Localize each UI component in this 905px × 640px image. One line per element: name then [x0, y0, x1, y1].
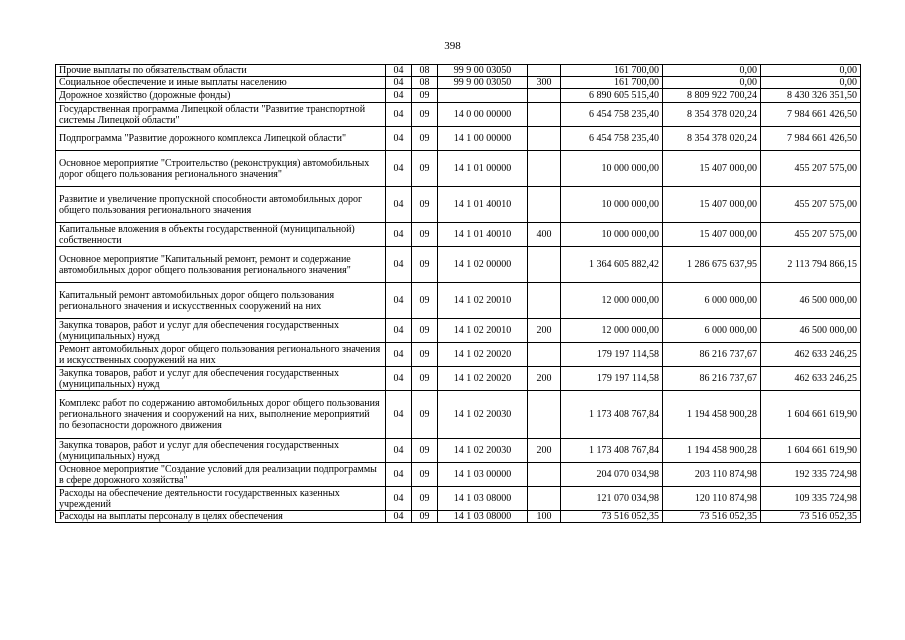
row-sum-year-2: 8 354 378 020,24 — [663, 103, 761, 127]
row-expense-type — [528, 89, 561, 103]
table-row — [56, 247, 861, 283]
row-sum-year-3: 46 500 000,00 — [761, 283, 861, 319]
row-section: 04 — [386, 103, 412, 127]
budget-table — [55, 64, 861, 523]
row-section: 04 — [386, 187, 412, 223]
row-expense-type: 400 — [528, 223, 561, 247]
row-name: Государственная программа Липецкой области "Развитие транспортной системы Липецкой области" — [56, 103, 386, 127]
row-section: 04 — [386, 439, 412, 463]
row-sum-year-2: 86 216 737,67 — [663, 367, 761, 391]
row-section: 04 — [386, 391, 412, 439]
row-sum-year-1: 1 173 408 767,84 — [561, 439, 663, 463]
row-section: 04 — [386, 463, 412, 487]
row-expense-type — [528, 391, 561, 439]
row-subsection: 09 — [412, 283, 438, 319]
row-target-article: 14 1 03 00000 — [438, 463, 528, 487]
row-target-article: 99 9 00 03050 — [438, 65, 528, 77]
table-row — [56, 77, 861, 89]
row-sum-year-3: 1 604 661 619,90 — [761, 391, 861, 439]
row-expense-type — [528, 343, 561, 367]
row-sum-year-2: 6 000 000,00 — [663, 283, 761, 319]
row-sum-year-3: 8 430 326 351,50 — [761, 89, 861, 103]
row-sum-year-2: 0,00 — [663, 77, 761, 89]
row-sum-year-2: 1 194 458 900,28 — [663, 391, 761, 439]
row-name: Социальное обеспечение и иные выплаты населению — [56, 77, 386, 89]
row-sum-year-1: 73 516 052,35 — [561, 511, 663, 523]
table-row — [56, 89, 861, 103]
row-subsection: 09 — [412, 391, 438, 439]
row-sum-year-2: 8 809 922 700,24 — [663, 89, 761, 103]
row-sum-year-3: 462 633 246,25 — [761, 367, 861, 391]
row-sum-year-2: 120 110 874,98 — [663, 487, 761, 511]
row-target-article: 14 1 02 20020 — [438, 343, 528, 367]
row-subsection: 08 — [412, 77, 438, 89]
table-row — [56, 283, 861, 319]
page-number: 398 — [444, 40, 461, 52]
row-name: Прочие выплаты по обязательствам области — [56, 65, 386, 77]
row-section: 04 — [386, 65, 412, 77]
row-section: 04 — [386, 223, 412, 247]
row-subsection: 09 — [412, 511, 438, 523]
row-sum-year-1: 10 000 000,00 — [561, 187, 663, 223]
row-sum-year-3: 455 207 575,00 — [761, 223, 861, 247]
row-subsection: 09 — [412, 367, 438, 391]
table-row — [56, 187, 861, 223]
row-target-article: 14 0 00 00000 — [438, 103, 528, 127]
row-target-article: 14 1 02 20020 — [438, 367, 528, 391]
row-name: Капитальные вложения в объекты государственной (муниципальной) собственности — [56, 223, 386, 247]
row-expense-type: 100 — [528, 511, 561, 523]
row-sum-year-3: 192 335 724,98 — [761, 463, 861, 487]
row-expense-type — [528, 151, 561, 187]
row-sum-year-1: 204 070 034,98 — [561, 463, 663, 487]
row-target-article: 99 9 00 03050 — [438, 77, 528, 89]
row-name: Дорожное хозяйство (дорожные фонды) — [56, 89, 386, 103]
table-row — [56, 127, 861, 151]
row-target-article: 14 1 00 00000 — [438, 127, 528, 151]
row-sum-year-1: 121 070 034,98 — [561, 487, 663, 511]
row-name: Капитальный ремонт автомобильных дорог общего пользования регионального значения и искусственных сооружений на них — [56, 283, 386, 319]
table-row — [56, 103, 861, 127]
row-name: Закупка товаров, работ и услуг для обеспечения государственных (муниципальных) нужд — [56, 319, 386, 343]
row-sum-year-3: 462 633 246,25 — [761, 343, 861, 367]
row-name: Закупка товаров, работ и услуг для обеспечения государственных (муниципальных) нужд — [56, 367, 386, 391]
row-subsection: 09 — [412, 103, 438, 127]
row-sum-year-2: 73 516 052,35 — [663, 511, 761, 523]
row-target-article: 14 1 03 08000 — [438, 487, 528, 511]
row-sum-year-3: 0,00 — [761, 65, 861, 77]
row-sum-year-2: 8 354 378 020,24 — [663, 127, 761, 151]
row-sum-year-1: 161 700,00 — [561, 77, 663, 89]
table-row — [56, 367, 861, 391]
row-sum-year-1: 6 454 758 235,40 — [561, 103, 663, 127]
row-expense-type — [528, 65, 561, 77]
row-sum-year-1: 10 000 000,00 — [561, 223, 663, 247]
row-expense-type: 200 — [528, 439, 561, 463]
row-target-article: 14 1 01 00000 — [438, 151, 528, 187]
row-expense-type — [528, 463, 561, 487]
row-expense-type — [528, 103, 561, 127]
row-name: Основное мероприятие "Создание условий для реализации подпрограммы в сфере дорожного хозяйства" — [56, 463, 386, 487]
row-sum-year-1: 179 197 114,58 — [561, 367, 663, 391]
table-row — [56, 439, 861, 463]
row-sum-year-2: 15 407 000,00 — [663, 187, 761, 223]
row-subsection: 09 — [412, 223, 438, 247]
row-name: Подпрограмма "Развитие дорожного комплекса Липецкой области" — [56, 127, 386, 151]
row-expense-type: 200 — [528, 319, 561, 343]
row-name: Комплекс работ по содержанию автомобильных дорог общего пользования регионального значения и сооружений на них, выполнение мероприятий по безопасности дорожного движения — [56, 391, 386, 439]
row-subsection: 09 — [412, 247, 438, 283]
row-sum-year-3: 2 113 794 866,15 — [761, 247, 861, 283]
table-row — [56, 319, 861, 343]
table-row — [56, 463, 861, 487]
table-row — [56, 65, 861, 77]
row-sum-year-3: 7 984 661 426,50 — [761, 103, 861, 127]
row-target-article: 14 1 02 20010 — [438, 283, 528, 319]
row-section: 04 — [386, 283, 412, 319]
row-subsection: 09 — [412, 187, 438, 223]
row-expense-type — [528, 283, 561, 319]
row-expense-type — [528, 127, 561, 151]
row-target-article — [438, 89, 528, 103]
row-sum-year-2: 86 216 737,67 — [663, 343, 761, 367]
row-sum-year-1: 6 454 758 235,40 — [561, 127, 663, 151]
row-target-article: 14 1 02 20030 — [438, 439, 528, 463]
row-name: Расходы на обеспечение деятельности государственных казенных учреждений — [56, 487, 386, 511]
row-expense-type: 300 — [528, 77, 561, 89]
row-sum-year-1: 12 000 000,00 — [561, 319, 663, 343]
row-sum-year-2: 0,00 — [663, 65, 761, 77]
row-sum-year-1: 12 000 000,00 — [561, 283, 663, 319]
row-sum-year-2: 6 000 000,00 — [663, 319, 761, 343]
row-sum-year-1: 161 700,00 — [561, 65, 663, 77]
table-row — [56, 391, 861, 439]
row-name: Развитие и увеличение пропускной способности автомобильных дорог общего пользования регионального значения — [56, 187, 386, 223]
row-target-article: 14 1 01 40010 — [438, 187, 528, 223]
row-target-article: 14 1 01 40010 — [438, 223, 528, 247]
row-subsection: 09 — [412, 89, 438, 103]
row-expense-type: 200 — [528, 367, 561, 391]
row-target-article: 14 1 02 20030 — [438, 391, 528, 439]
row-subsection: 09 — [412, 439, 438, 463]
row-sum-year-3: 73 516 052,35 — [761, 511, 861, 523]
table-row — [56, 511, 861, 523]
row-section: 04 — [386, 487, 412, 511]
row-section: 04 — [386, 127, 412, 151]
row-target-article: 14 1 03 08000 — [438, 511, 528, 523]
row-name: Закупка товаров, работ и услуг для обеспечения государственных (муниципальных) нужд — [56, 439, 386, 463]
row-sum-year-3: 455 207 575,00 — [761, 151, 861, 187]
row-sum-year-1: 1 173 408 767,84 — [561, 391, 663, 439]
row-sum-year-3: 109 335 724,98 — [761, 487, 861, 511]
row-target-article: 14 1 02 00000 — [438, 247, 528, 283]
row-sum-year-2: 15 407 000,00 — [663, 151, 761, 187]
row-sum-year-2: 1 194 458 900,28 — [663, 439, 761, 463]
row-section: 04 — [386, 151, 412, 187]
row-expense-type — [528, 187, 561, 223]
row-name: Расходы на выплаты персоналу в целях обеспечения — [56, 511, 386, 523]
row-subsection: 09 — [412, 343, 438, 367]
row-section: 04 — [386, 247, 412, 283]
row-expense-type — [528, 487, 561, 511]
row-sum-year-3: 46 500 000,00 — [761, 319, 861, 343]
row-sum-year-2: 203 110 874,98 — [663, 463, 761, 487]
row-subsection: 08 — [412, 65, 438, 77]
row-sum-year-2: 1 286 675 637,95 — [663, 247, 761, 283]
row-section: 04 — [386, 77, 412, 89]
row-sum-year-3: 0,00 — [761, 77, 861, 89]
row-expense-type — [528, 247, 561, 283]
table-row — [56, 151, 861, 187]
row-sum-year-3: 7 984 661 426,50 — [761, 127, 861, 151]
row-sum-year-3: 455 207 575,00 — [761, 187, 861, 223]
row-sum-year-1: 10 000 000,00 — [561, 151, 663, 187]
row-section: 04 — [386, 343, 412, 367]
row-target-article: 14 1 02 20010 — [438, 319, 528, 343]
row-section: 04 — [386, 367, 412, 391]
row-subsection: 09 — [412, 487, 438, 511]
row-name: Ремонт автомобильных дорог общего пользования регионального значения и искусственных сооружений на них — [56, 343, 386, 367]
table-row — [56, 223, 861, 247]
row-sum-year-3: 1 604 661 619,90 — [761, 439, 861, 463]
row-sum-year-1: 6 890 605 515,40 — [561, 89, 663, 103]
row-sum-year-2: 15 407 000,00 — [663, 223, 761, 247]
row-sum-year-1: 179 197 114,58 — [561, 343, 663, 367]
row-section: 04 — [386, 511, 412, 523]
row-subsection: 09 — [412, 151, 438, 187]
row-section: 04 — [386, 89, 412, 103]
row-subsection: 09 — [412, 463, 438, 487]
row-subsection: 09 — [412, 127, 438, 151]
table-row — [56, 487, 861, 511]
row-section: 04 — [386, 319, 412, 343]
row-name: Основное мероприятие "Капитальный ремонт, ремонт и содержание автомобильных дорог общего пользования регионального значения" — [56, 247, 386, 283]
row-subsection: 09 — [412, 319, 438, 343]
row-name: Основное мероприятие "Строительство (реконструкция) автомобильных дорог общего пользования регионального значения" — [56, 151, 386, 187]
table-row — [56, 343, 861, 367]
row-sum-year-1: 1 364 605 882,42 — [561, 247, 663, 283]
